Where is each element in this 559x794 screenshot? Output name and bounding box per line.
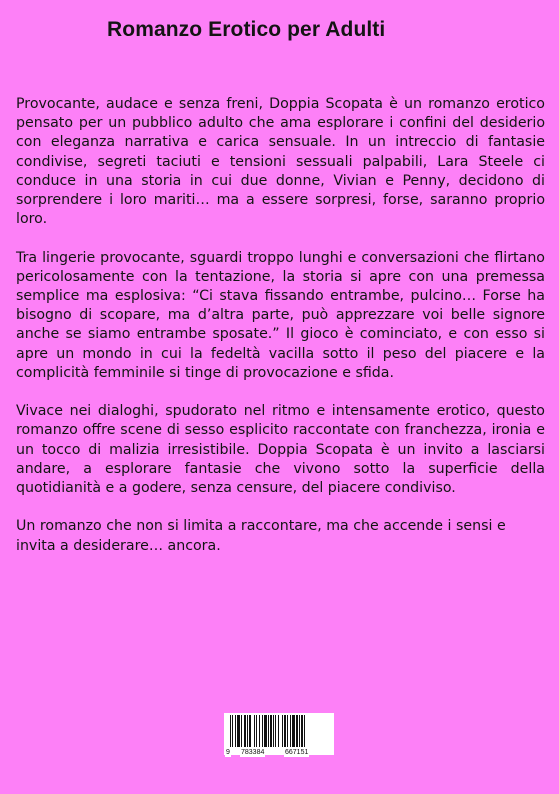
barcode-bar: [299, 715, 300, 747]
barcode-bar: [287, 715, 288, 747]
cover-title: Romanzo Erotico per Adulti: [107, 18, 386, 41]
back-cover-blurb: [16, 95, 545, 575]
barcode-bar: [259, 715, 260, 747]
blurb-paragraph-2: Tra lingerie provocante, sguardi troppo lunghi e conversazioni che flirtano pericolosamente con la tentazione, la storia si apre con una premessa semplice ma esplosiva: “Ci stava fissando entrambe, pulcino… Forse ha bisogno di scopare, ma d’altra parte, può apprezzare voi belle signore anche se siamo entrambe sposate.” Il gioco è cominciato, e con esso si apre un mondo in cui la fedeltà vacilla sotto il peso del piacere e la complicità femminile si tinge di provocazione e sfida.: [16, 249, 545, 381]
barcode-bar: [264, 715, 267, 747]
barcode-lead-digit: 9: [226, 749, 230, 756]
barcode-bar: [292, 715, 295, 747]
barcode-bar: [290, 715, 291, 747]
barcode-bar: [256, 715, 257, 747]
barcode-bar: [235, 715, 236, 747]
barcode-bar: [244, 715, 246, 747]
barcode-bar: [301, 715, 303, 747]
barcode-bar: [275, 715, 276, 747]
barcode-bar: [247, 715, 248, 747]
barcode-bar: [230, 715, 231, 747]
barcode-bar: [270, 715, 272, 747]
blurb-paragraph-1: Provocante, audace e senza freni, Doppia Scopata è un romanzo erotico pensato per un pubblico adulto che ama esplorare i confini del desiderio con eleganza narrativa e carica sensuale. In un intreccio di fantasie condivise, segreti taciuti e tensioni sessuali palpabili, Lara Steele ci conduce in una storia in cui due donne, Vivian e Penny, decidono di sorprendere i loro mariti… ma a essere sorpresi, forse, saranno proprio loro.: [16, 96, 545, 228]
barcode-bar: [232, 715, 233, 747]
barcode-bar: [237, 715, 240, 747]
barcode-bar: [284, 715, 286, 747]
barcode-bar: [296, 715, 298, 747]
barcode-right-group: 667151: [285, 749, 309, 756]
isbn-barcode: [224, 713, 334, 755]
barcode-bar: [282, 715, 283, 747]
blurb-paragraph-4: Un romanzo che non si limita a raccontare, ma che accende i sensi e invita a desiderare… ancora.: [16, 518, 506, 554]
barcode-left-group: 783384: [241, 749, 265, 756]
barcode-bar: [262, 715, 263, 747]
barcode-bar: [268, 715, 269, 747]
barcode-bar: [304, 715, 305, 747]
barcode-bar: [273, 715, 274, 747]
barcode-bar: [241, 715, 242, 747]
barcode-bar: [254, 715, 255, 747]
blurb-paragraph-3: Vivace nei dialoghi, spudorato nel ritmo e intensamente erotico, questo romanzo offre scene di sesso esplicito raccontate con franchezza, ironia e un tocco di malizia irresistibile. Doppia Scopata è un invito a lasciarsi andare, a esplorare fantasie che vivono sotto la superficie della quotidianità e a godere, senza censure, del piacere condiviso.: [16, 403, 545, 497]
barcode-bar: [278, 715, 279, 747]
barcode-bars-graphic: [230, 715, 328, 747]
barcode-bar: [249, 715, 251, 747]
